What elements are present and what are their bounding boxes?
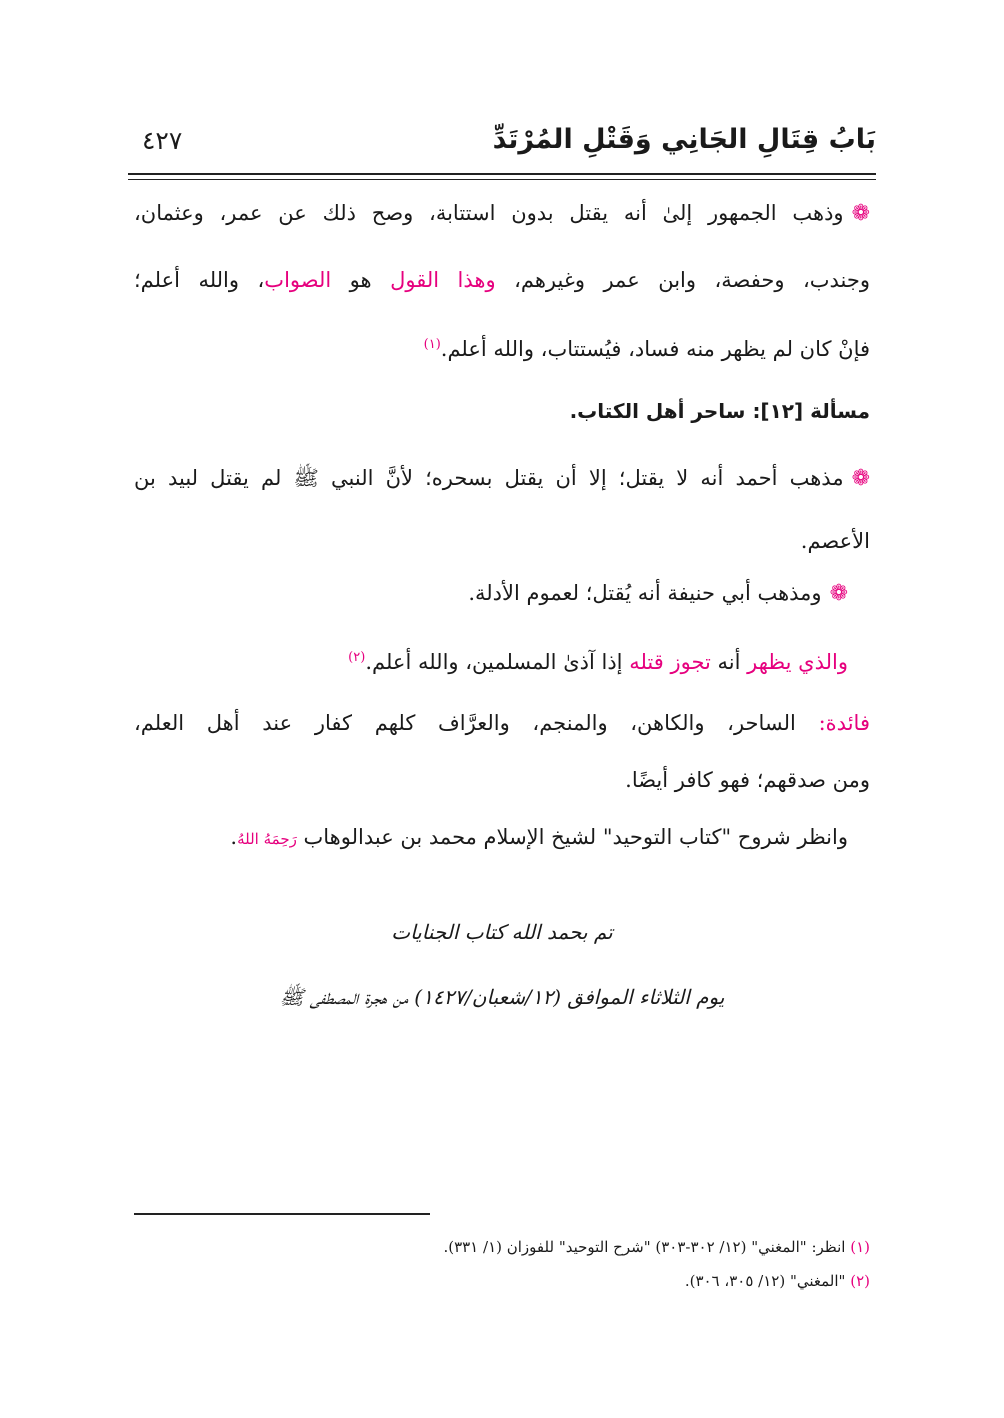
paragraph-5-line-2: ومن صدقهم؛ فهو كافر أيضًا. — [625, 768, 870, 792]
issue-label: مسألة [١٢]: — [752, 399, 870, 423]
highlight-what-appears: والذي يظهر — [747, 650, 848, 674]
issue-heading — [134, 396, 870, 426]
paragraph-1-line-3: فإنْ كان لم يظهر منه فساد، فيُستتاب، والله أعلم.$^{(١)}$ — [423, 337, 870, 361]
paragraph-6: وانظر شروح "كتاب التوحيد" لشيخ الإسلام محمد بن عبدالوهاب رَحِمَهُ اللهُ. — [230, 825, 848, 849]
highlight-this-opinion: وهذا القول — [390, 268, 496, 292]
footnote-number: (١) — [850, 1238, 870, 1256]
footnote-text: انظر: "المغني" (١٢/ ٣٠٢-٣٠٣) "شرح التوحيد" للفوزان (١/ ٣٣١). — [443, 1238, 846, 1256]
paragraph-3: ❁ومذهب أبي حنيفة أنه يُقتل؛ لعموم الأدلة. — [468, 581, 848, 606]
header-rule-thin — [128, 179, 876, 180]
colophon-line-1: تم بحمد الله كتاب الجنايات — [391, 920, 613, 944]
footnote-1 — [443, 1236, 870, 1258]
honorific: رَحِمَهُ اللهُ — [237, 830, 297, 848]
colophon-line-2: يوم الثلاثاء الموافق (١٢/شعبان/١٤٢٧) من هجرة المصطفى ﷺ — [279, 985, 725, 1009]
paragraph-2-line-1: ❁مذهب أحمد أنه لا يقتل؛ إلا أن يقتل بسحره؛ لأنَّ النبي ﷺ لم يقتل لبيد بن — [134, 466, 870, 491]
footnote-2 — [685, 1270, 870, 1292]
paragraph-5-line-1: فائدة: الساحر، والكاهن، والمنجم، والعرَّاف كلهم كفار عند أهل العلم، — [134, 711, 870, 735]
paragraph-1-line-1: ❁وذهب الجمهور إلىٰ أنه يقتل بدون استتابة، وصح ذلك عن عمر، وعثمان، — [134, 201, 870, 226]
footnote-rule — [134, 1213, 430, 1215]
header-rule-thick — [128, 173, 876, 175]
page-number: ٤٢٧ — [142, 126, 183, 155]
benefit-label: فائدة: — [818, 711, 870, 735]
flower-icon: ❁ — [851, 201, 870, 226]
issue-title: ساحر أهل الكتاب. — [569, 399, 746, 423]
paragraph-4: والذي يظهر أنه تجوز قتله إذا آذىٰ المسلمين، والله أعلم.$^{(٢)}$ — [348, 650, 848, 674]
chapter-title: بَابُ قِتَالِ الجَانِي وَقَتْلِ المُرْتَدِّ — [492, 124, 876, 155]
flower-icon: ❁ — [829, 581, 848, 606]
flower-icon: ❁ — [851, 466, 870, 491]
footnote-ref-2[interactable]: (٢) — [348, 650, 366, 665]
footnote-ref-1[interactable]: (١) — [423, 337, 441, 352]
paragraph-1-line-2: وجندب، وحفصة، وابن عمر وغيرهم، وهذا القول هو الصواب، والله أعلم؛ — [134, 268, 870, 292]
highlight-permitted-killing: تجوز قتله — [629, 650, 711, 674]
footnote-number: (٢) — [850, 1272, 870, 1290]
footnote-text: "المغني" (١٢/ ٣٠٥، ٣٠٦). — [684, 1272, 846, 1290]
highlight-correct: الصواب — [264, 268, 332, 292]
paragraph-2-line-2: الأعصم. — [800, 529, 870, 553]
